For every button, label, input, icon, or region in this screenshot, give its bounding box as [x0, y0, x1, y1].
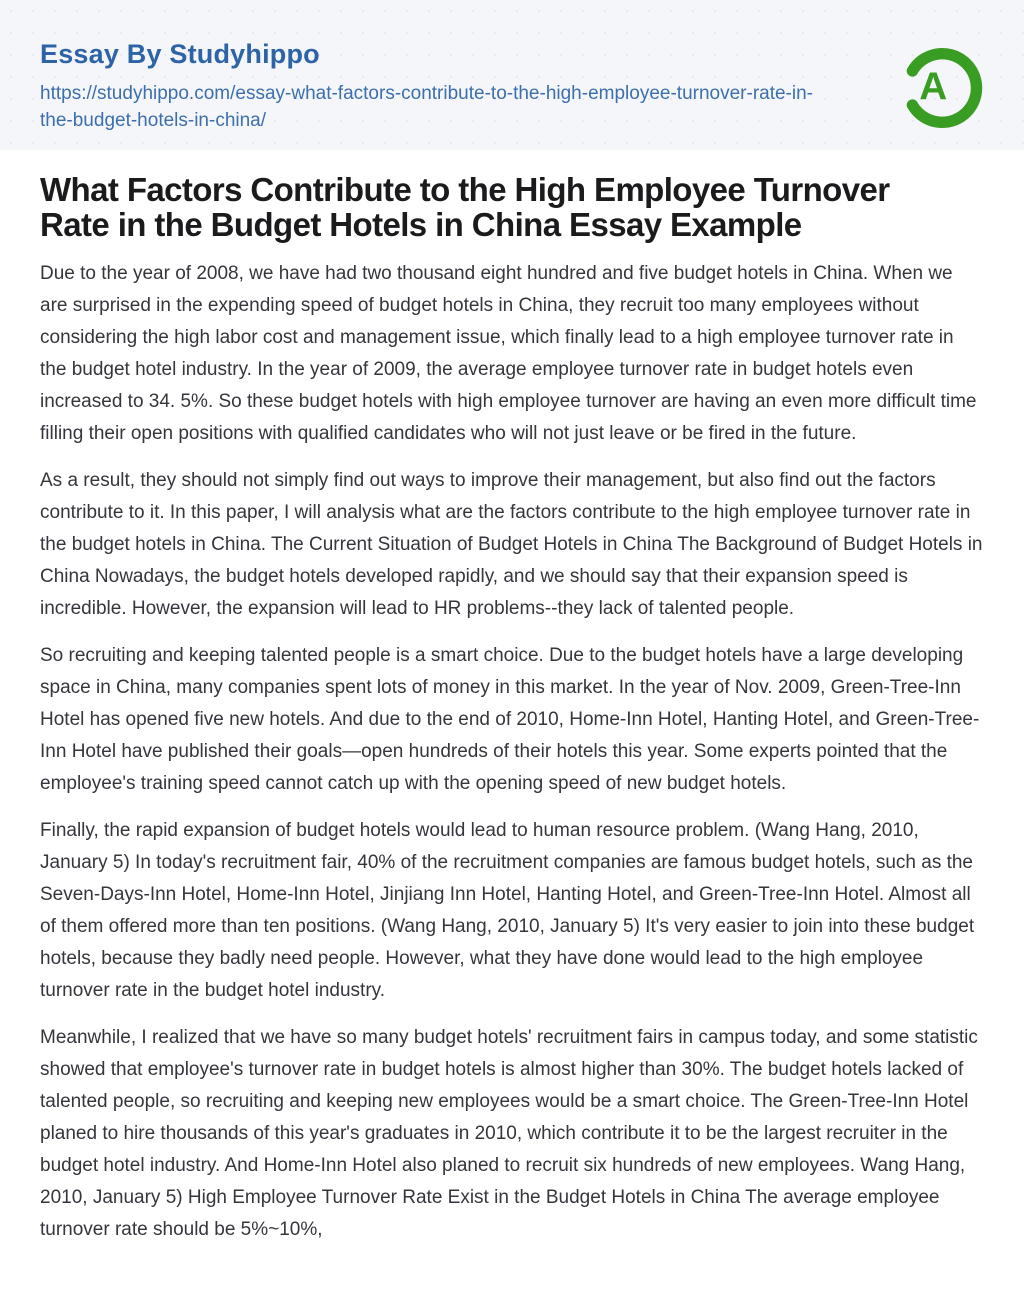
essay-paragraph: As a result, they should not simply find out ways to improve their management, but also find out the factors contribute to it. In this paper, I will analysis what are the factors contribute to the high employee turnover rate in the budget hotels in China. The Current Situation of Budget Hotels in China The Background of Budget Hotels in China Nowadays, the budget hotels developed rapidly, and we should say that their expansion speed is incredible. However, the expansion will lead to HR problems--they lack of talented people. — [40, 470, 983, 619]
essay-body — [40, 258, 984, 1246]
studyhippo-logo-icon — [898, 36, 986, 145]
essay-paragraph: Meanwhile, I realized that we have so many budget hotels' recruitment fairs in campus today, and some statistic showed that employee's turnover rate in budget hotels is almost higher than 30%. The budget hotels lacked of talented people, so recruiting and keeping new employees would be a smart choice. The Green-Tree-Inn Hotel planed to hire thousands of this year's graduates in 2010, which contribute it to be the largest recruiter in the budget hotel industry. And Home-Inn Hotel also planed to recruit six hundreds of new employees. Wang Hang, 2010, January 5) High Employee Turnover Rate Exist in the Budget Hotels in China The average employee turnover rate should be 5%~10%, — [40, 1027, 978, 1240]
essay-paragraph: Due to the year of 2008, we have had two thousand eight hundred and five budget hotels in China. When we are surprised in the expending speed of budget hotels in China, they recruit too many employees without considering the high labor cost and management issue, which finally lead to a high employee turnover rate in the budget hotel industry. In the year of 2009, the average employee turnover rate in budget hotels even increased to 34. 5%. So these budget hotels with high employee turnover are having an even more difficult time filling their open positions with qualified candidates who will not just leave or be fired in the future. — [40, 263, 977, 444]
essay-article — [0, 150, 1024, 1301]
essay-paragraph: Finally, the rapid expansion of budget hotels would lead to human resource problem. (Wang Hang, 2010, January 5) In today's recruitment fair, 40% of the recruitment companies are famous budget hotels, such as the Seven-Days-Inn Hotel, Home-Inn Hotel, Jinjiang Inn Hotel, Hanting Hotel, and Green-Tree-Inn Hotel. Almost all of them offered more than ten positions. (Wang Hang, 2010, January 5) It's very easier to join into these budget hotels, because they badly need people. However, what they have done would lead to the high employee turnover rate in the budget hotel industry. — [40, 820, 975, 1001]
header-text-block — [40, 34, 830, 134]
site-title: Essay By Studyhippo — [40, 39, 320, 69]
essay-paragraph: So recruiting and keeping talented people is a smart choice. Due to the budget hotels have a large developing space in China, many companies spent lots of money in this market. In the year of Nov. 2009, Green-Tree-Inn Hotel has opened five new hotels. And due to the end of 2010, Home-Inn Hotel, Hanting Hotel, and Green-Tree-Inn Hotel have published their goals—open hundreds of their hotels this year. Some experts pointed that the employee's training speed cannot catch up with the opening speed of new budget hotels. — [40, 645, 980, 794]
page-header — [0, 0, 1024, 150]
logo-letter: A — [919, 65, 948, 109]
essay-title: What Factors Contribute to the High Employee Turnover Rate in the Budget Hotels in China Essay Example — [40, 171, 890, 243]
source-url-link[interactable]: https://studyhippo.com/essay-what-factors-contribute-to-the-high-employee-turnover-rate-in-the-budget-hotels-in-china/ — [40, 82, 813, 131]
